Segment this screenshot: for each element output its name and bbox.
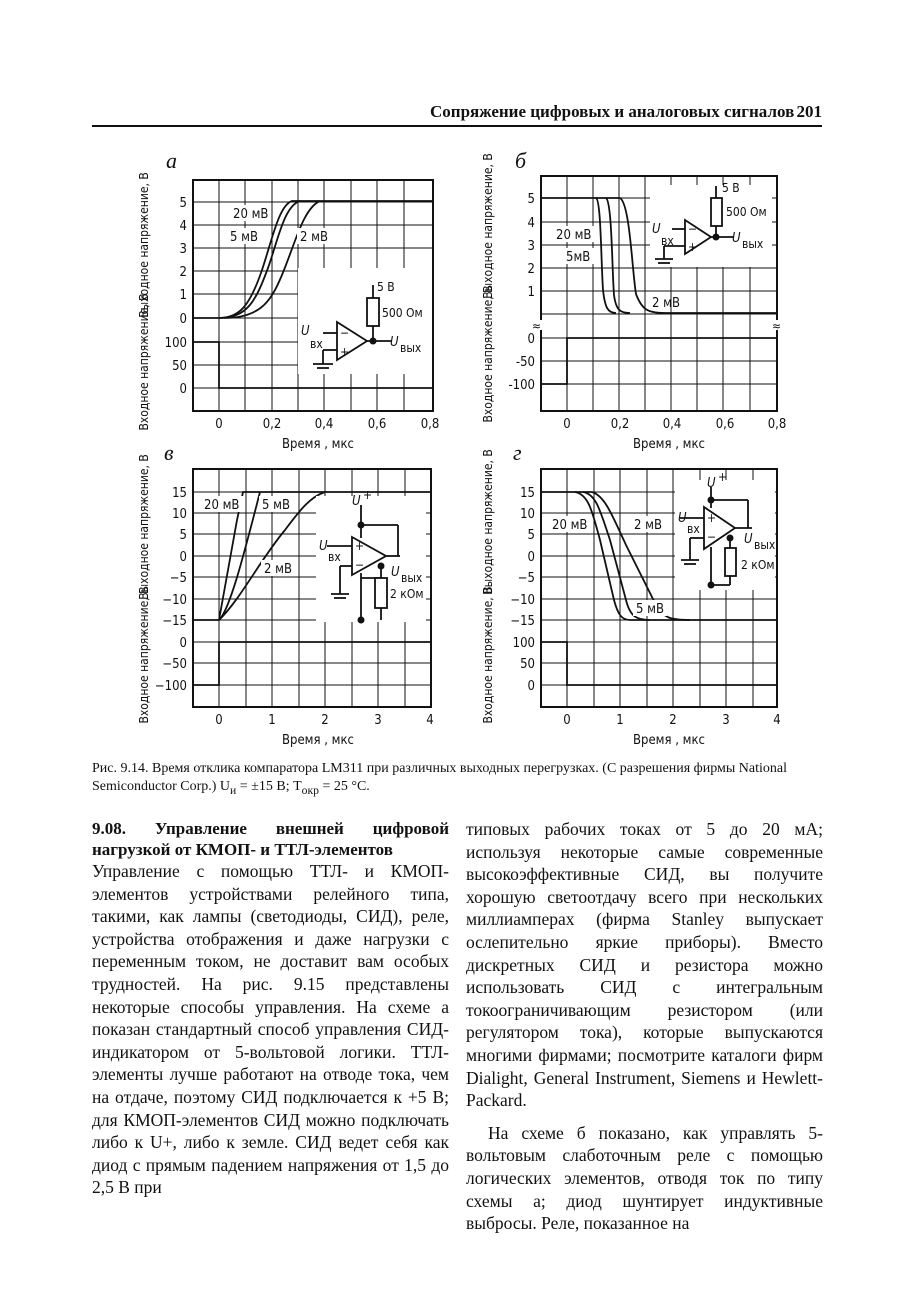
svg-text:0: 0 <box>527 679 535 694</box>
svg-text:−15: −15 <box>510 614 535 629</box>
svg-text:2: 2 <box>669 713 677 728</box>
svg-text:+: + <box>707 511 717 525</box>
svg-text:0,2: 0,2 <box>262 417 282 432</box>
svg-text:−5: −5 <box>169 571 187 586</box>
svg-text:0,8: 0,8 <box>420 417 440 432</box>
svg-text:U: U <box>301 324 310 339</box>
svg-text:Входное напряжение, В: Входное напряжение, В <box>137 586 151 724</box>
svg-text:вых: вых <box>400 341 422 355</box>
svg-text:Выходное напряжение, В: Выходное напряжение, В <box>481 449 495 595</box>
svg-text:Выходное напряжение, В: Выходное напряжение, В <box>481 153 495 299</box>
panel-v <box>137 440 434 748</box>
svg-text:б: б <box>515 148 527 173</box>
svg-text:100: 100 <box>512 636 535 651</box>
svg-text:1: 1 <box>616 713 624 728</box>
svg-text:вх: вх <box>661 234 674 248</box>
svg-text:5мВ: 5мВ <box>566 250 591 265</box>
svg-text:+: + <box>688 240 698 254</box>
svg-text:−5: −5 <box>517 571 535 586</box>
svg-text:−10: −10 <box>162 593 187 608</box>
svg-text:г: г <box>513 440 522 465</box>
svg-text:0: 0 <box>179 550 187 565</box>
svg-text:U: U <box>732 231 741 246</box>
svg-text:5 В: 5 В <box>722 181 740 195</box>
paragraph: На схеме б показано, как управлять 5-вольтовым слаботочным реле с помощью логических элементов, отводя ток по типу схемы а; диод шунтирует индуктивные выбросы. Реле, показанное на <box>466 1122 823 1234</box>
svg-text:10: 10 <box>172 507 187 522</box>
svg-text:0,6: 0,6 <box>715 417 735 432</box>
right-column <box>466 818 823 1235</box>
svg-text:−15: −15 <box>162 614 187 629</box>
svg-text:0: 0 <box>215 417 223 432</box>
svg-text:500 Ом: 500 Ом <box>726 205 767 219</box>
svg-text:1: 1 <box>179 288 187 303</box>
svg-text:Входное напряжение, В: Входное напряжение, В <box>137 293 151 431</box>
svg-text:20 мВ: 20 мВ <box>233 207 269 222</box>
panel-g <box>481 440 781 748</box>
svg-text:3: 3 <box>722 713 730 728</box>
svg-text:15: 15 <box>172 486 187 501</box>
svg-text:500 Ом: 500 Ом <box>382 306 423 320</box>
svg-text:вх: вх <box>328 550 341 564</box>
svg-text:3: 3 <box>527 239 535 254</box>
svg-text:≈: ≈ <box>532 319 542 333</box>
svg-text:5: 5 <box>527 528 535 543</box>
svg-text:10: 10 <box>520 507 535 522</box>
svg-text:U: U <box>678 511 687 526</box>
svg-text:5: 5 <box>527 192 535 207</box>
svg-text:20 мВ: 20 мВ <box>552 518 588 533</box>
svg-text:0,2: 0,2 <box>610 417 630 432</box>
svg-text:вх: вх <box>687 522 700 536</box>
svg-text:−: − <box>707 530 717 544</box>
left-column <box>92 818 449 1199</box>
svg-text:2 кОм: 2 кОм <box>741 558 775 572</box>
svg-text:0,4: 0,4 <box>314 417 334 432</box>
svg-text:4: 4 <box>179 219 187 234</box>
svg-text:+: + <box>363 488 373 502</box>
svg-text:50: 50 <box>520 657 535 672</box>
svg-text:50: 50 <box>172 359 187 374</box>
svg-text:5 мВ: 5 мВ <box>636 602 664 617</box>
svg-text:5 В: 5 В <box>377 280 395 294</box>
svg-text:вых: вых <box>742 237 764 251</box>
svg-text:+: + <box>355 539 365 553</box>
svg-text:−: − <box>355 558 365 572</box>
svg-text:0: 0 <box>179 382 187 397</box>
svg-text:U: U <box>707 476 716 491</box>
svg-text:+: + <box>340 345 350 359</box>
svg-text:2 мВ: 2 мВ <box>264 562 292 577</box>
panel-b <box>481 148 787 452</box>
svg-text:−100: −100 <box>154 679 187 694</box>
running-header-title: Сопряжение цифровых и аналоговых сигналов <box>430 102 795 121</box>
svg-text:100: 100 <box>164 336 187 351</box>
svg-text:−10: −10 <box>510 593 535 608</box>
svg-text:20 мВ: 20 мВ <box>204 498 240 513</box>
svg-text:2: 2 <box>527 262 535 277</box>
svg-text:вых: вых <box>401 571 423 585</box>
svg-text:−50: −50 <box>162 657 187 672</box>
panel-letter: а <box>166 148 177 173</box>
svg-text:3: 3 <box>374 713 382 728</box>
svg-text:0: 0 <box>563 713 571 728</box>
panel-a <box>137 148 439 452</box>
svg-text:4: 4 <box>426 713 434 728</box>
svg-text:U: U <box>744 532 753 547</box>
svg-text:Входное напряжение, В: Входное напряжение, В <box>481 285 495 423</box>
svg-text:Входное напряжение, В: Входное напряжение, В <box>481 586 495 724</box>
figure-caption: Рис. 9.14. Время отклика компаратора LM311 при различных выходных перегрузках. (С разрешения фирмы National Semiconductor Corp.) $U_и = \pm 15$ В; $T_{окр} = 25$ °С. <box>92 761 787 797</box>
svg-text:0: 0 <box>215 713 223 728</box>
svg-text:15: 15 <box>520 486 535 501</box>
svg-text:Время , мкс: Время , мкс <box>633 437 705 452</box>
svg-text:2: 2 <box>321 713 329 728</box>
page-number: 201 <box>796 102 822 121</box>
svg-text:−: − <box>688 222 698 236</box>
svg-text:3: 3 <box>179 242 187 257</box>
svg-text:U: U <box>391 565 400 580</box>
svg-text:вх: вх <box>310 337 323 351</box>
svg-text:2 мВ: 2 мВ <box>652 296 680 311</box>
svg-text:−: − <box>340 326 350 340</box>
svg-text:+: + <box>718 470 728 484</box>
svg-text:5: 5 <box>179 196 187 211</box>
svg-text:4: 4 <box>773 713 781 728</box>
svg-text:0: 0 <box>527 332 535 347</box>
svg-text:0: 0 <box>527 550 535 565</box>
svg-text:1: 1 <box>527 285 535 300</box>
svg-text:Время , мкс: Время , мкс <box>282 733 354 748</box>
section-heading: 9.08. Управление внешней цифровой нагрузкой от КМОП- и ТТЛ-элементов <box>92 819 449 859</box>
svg-text:2: 2 <box>179 265 187 280</box>
svg-text:U: U <box>352 494 361 509</box>
svg-text:U: U <box>319 539 328 554</box>
svg-text:2 кОм: 2 кОм <box>390 587 424 601</box>
paragraph: Управление с помощью ТТЛ- и КМОП-элементов устройствами релейного типа, такими, как лампы (светодиоды, СИД), реле, устройства отображения и даже нагрузки с переменным током, не доставит вам особых трудностей. На рис. 9.15 представлены некоторые способы управления. На схеме а показан стандартный способ управления СИД-индикатором от 5-вольтовой логики. ТТЛ-элементы лучше работают на отводе тока, чем на отдаче, поэтому СИД подключается к +5 В; для КМОП-элементов СИД можно подключать либо к U+, либо к земле. СИД ведет себя как диод с прямым падением напряжения от 1,5 до 2,5 В при <box>92 861 449 1198</box>
svg-text:≈: ≈ <box>772 319 782 333</box>
svg-text:0: 0 <box>179 312 187 327</box>
svg-text:2 мВ: 2 мВ <box>634 518 662 533</box>
svg-text:0: 0 <box>563 417 571 432</box>
svg-text:0: 0 <box>179 636 187 651</box>
svg-text:-50: -50 <box>515 355 535 370</box>
svg-text:Выходное напряжение, В: Выходное напряжение, В <box>137 454 151 600</box>
svg-text:вых: вых <box>754 538 776 552</box>
svg-text:5 мВ: 5 мВ <box>262 498 290 513</box>
svg-text:0,4: 0,4 <box>662 417 682 432</box>
svg-text:Выходное напряжение, В: Выходное напряжение, В <box>137 172 151 318</box>
svg-text:Время , мкс: Время , мкс <box>282 437 354 452</box>
svg-text:0,8: 0,8 <box>767 417 787 432</box>
svg-text:5 мВ: 5 мВ <box>230 230 258 245</box>
svg-text:в: в <box>164 440 174 465</box>
svg-text:Время , мкс: Время , мкс <box>633 733 705 748</box>
svg-text:20 мВ: 20 мВ <box>556 228 592 243</box>
svg-text:4: 4 <box>527 216 535 231</box>
svg-text:U: U <box>390 335 399 350</box>
svg-text:2 мВ: 2 мВ <box>300 230 328 245</box>
paragraph: типовых рабочих токах от 5 до 20 мА; используя некоторые самые современные высокоэффективные СИД, вы получите хорошую светоотдачу всего при нескольких миллиамперах (фирма Stanley выпускает ослепительно яркие приборы). Вместо дискретных СИД и резистора можно использовать СИД с интегральным токоограничивающим резистором (или регулятором тока), которые выпускаются многими фирмами; посмотрите каталоги фирм Dialight, General Instrument, Siemens и Hewlett-Packard. <box>466 819 823 1111</box>
svg-text:U: U <box>652 222 661 237</box>
svg-text:-100: -100 <box>508 378 535 393</box>
svg-text:0,6: 0,6 <box>367 417 387 432</box>
svg-text:1: 1 <box>268 713 276 728</box>
svg-text:5: 5 <box>179 528 187 543</box>
